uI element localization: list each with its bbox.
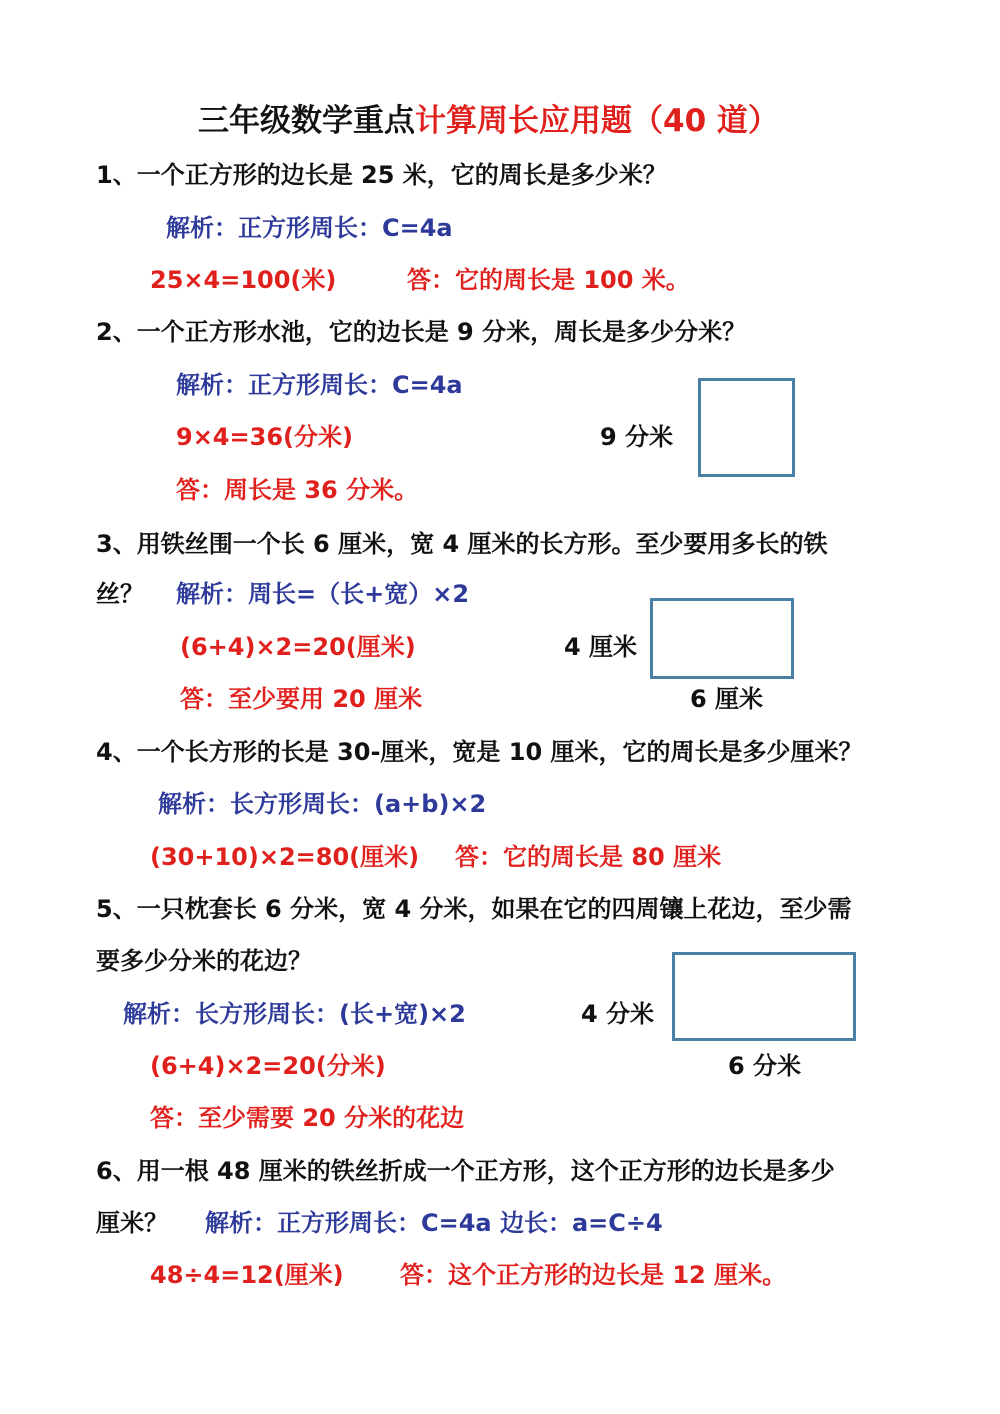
problem-1-question: 1、一个正方形的边长是 25 米，它的周长是多少米？ [96,161,667,189]
title-black: 三年级数学重点 [198,103,415,139]
problem-4-analysis: 解析：长方形周长：(a+b)×2 [158,790,487,818]
title-red: 计算周长应用题（40 道） [415,103,779,139]
problem-3-answer: 答：至少要用 20 厘米 [180,685,423,713]
problem-1-answer: 答：它的周长是 100 米。 [407,266,690,294]
page-title [198,103,779,139]
problem-6-answer: 答：这个正方形的边长是 12 厘米。 [400,1261,787,1289]
problem-6-question-line2: 厘米？ [96,1209,168,1237]
problem-3-length-label: 6 厘米 [690,685,764,713]
problem-3-rectangle-figure [650,598,794,679]
problem-5-question-line1: 5、一只枕套长 6 分米，宽 4 分米，如果在它的四周镶上花边，至少需 [96,895,852,923]
problem-4-answer: 答：它的周长是 80 厘米 [455,843,722,871]
problem-2-analysis: 解析：正方形周长：C=4a [176,371,463,399]
problem-3-calc: (6+4)×2=20(厘米) [180,633,416,661]
problem-5-calc: (6+4)×2=20(分米) [150,1052,386,1080]
problem-6-question-line1: 6、用一根 48 厘米的铁丝折成一个正方形，这个正方形的边长是多少 [96,1157,835,1185]
problem-5-rectangle-figure [672,952,856,1041]
problem-1-analysis: 解析：正方形周长：C=4a [166,214,453,242]
problem-2-calc: 9×4=36(分米) [176,423,353,451]
problem-5-width-label: 4 分米 [581,1000,655,1028]
problem-6-calc: 48÷4=12(厘米) [150,1261,344,1289]
problem-2-answer: 答：周长是 36 分米。 [176,476,419,504]
problem-3-question-line1: 3、用铁丝围一个长 6 厘米，宽 4 厘米的长方形。至少要用多长的铁 [96,530,828,558]
problem-4-calc: (30+10)×2=80(厘米) [150,843,420,871]
problem-3-analysis: 解析：周长=（长+宽）×2 [176,580,470,608]
problem-5-analysis: 解析：长方形周长：(长+宽)×2 [123,1000,466,1028]
problem-5-length-label: 6 分米 [728,1052,802,1080]
problem-3-question-line2: 丝？ [96,580,144,608]
problem-3-width-label: 4 厘米 [564,633,638,661]
problem-5-answer: 答：至少需要 20 分米的花边 [150,1104,465,1132]
problem-2-side-label: 9 分米 [600,423,674,451]
problem-5-question-line2: 要多少分米的花边？ [96,947,312,975]
problem-1-calc: 25×4=100(米) [150,266,337,294]
problem-2-square-figure [698,378,795,477]
problem-4-question: 4、一个长方形的长是 30-厘米，宽是 10 厘米，它的周长是多少厘米？ [96,738,863,766]
problem-6-analysis: 解析：正方形周长：C=4a 边长：a=C÷4 [205,1209,663,1237]
problem-2-question: 2、一个正方形水池，它的边长是 9 分米，周长是多少分米？ [96,318,747,346]
